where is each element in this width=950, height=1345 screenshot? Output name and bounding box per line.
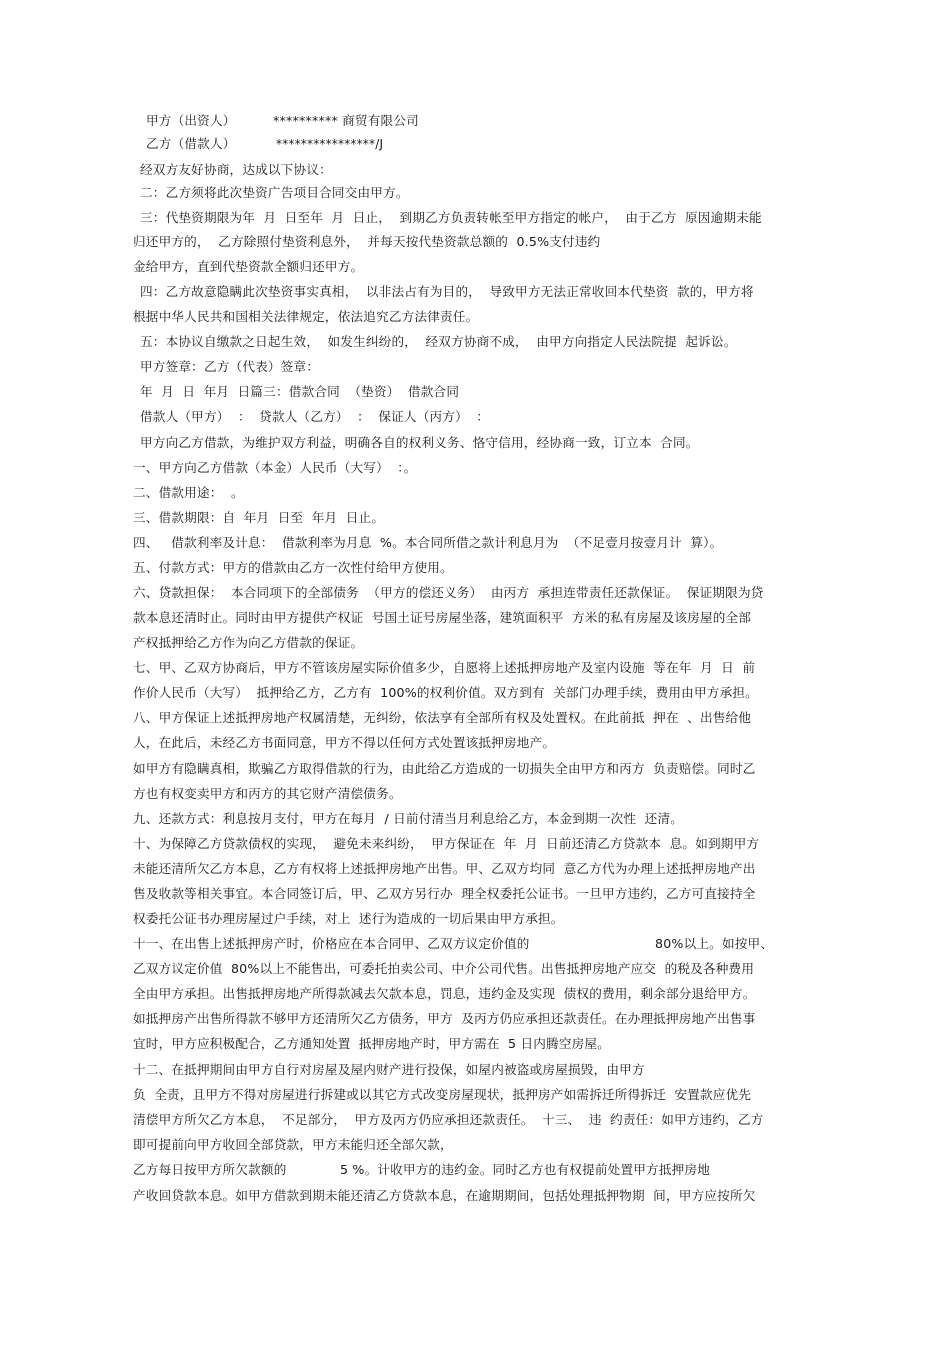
text-line: 产收回贷款本息。如甲方借款到期未能还清乙方贷款本息，在逾期期间，包括处理抵押物期 间，甲方应按所欠 [133, 1188, 756, 1203]
text-line: 80%以上。如按甲、 [655, 936, 774, 951]
text-line: 三、借款期限：自 年月 日至 年月 日止。 [133, 510, 385, 525]
text-line: 权委托公证书办理房屋过户手续，对上 述行为造成的一切后果由甲方承担。 [133, 911, 564, 926]
text-line: 甲方向乙方借款，为维护双方利益，明确各自的权利义务、恪守信用，经协商一致，订立本 合同。 [140, 435, 699, 450]
text-line: 如甲方有隐瞒真相，欺骗乙方取得借款的行为，由此给乙方造成的一切损失全由甲方和丙方 负责赔偿。同时乙 [133, 761, 756, 776]
text-line: 十一、在出售上述抵押房产时，价格应在本合同甲、乙双方议定价值的 [133, 936, 530, 951]
text-line: 产权抵押给乙方作为向乙方借款的保证。 [133, 635, 364, 650]
text-line: 三：代垫资期限为年 月 日至年 月 日止， 到期乙方负责转帐至甲方指定的帐户， 由于乙方 原因逾期未能 [140, 210, 762, 225]
text-line: 款本息还清时止。同时由甲方提供产权证 号国土证号房屋坐落，建筑面积平 方米的私有房屋及该房屋的全部 [133, 610, 752, 625]
text-line: 即可提前向甲方收回全部贷款，甲方未能归还全部欠款， [133, 1137, 453, 1152]
text-line: 5 %。计收甲方的违约金。同时乙方也有权提前处置甲方抵押房地 [340, 1162, 711, 1177]
text-line: 乙方每日按甲方所欠款额的 [133, 1162, 287, 1177]
text-line: 金给甲方，直到代垫资款全额归还甲方。 [133, 259, 364, 274]
text-line: 根据中华人民共和国相关法律规定，依法追究乙方法律责任。 [133, 309, 479, 324]
text-line: 方也有权变卖甲方和丙方的其它财产清偿债务。 [133, 786, 402, 801]
text-line: 借款人（甲方） ： 贷款人（乙方） ： 保证人（丙方） ： [140, 409, 490, 424]
text-line: 十二、在抵押期间由甲方自行对房屋及屋内财产进行投保，如屋内被盗或房屋损毁，由甲方 [133, 1062, 645, 1077]
text-line: 如抵押房产出售所得款不够甲方还清所欠乙方债务，甲方 及丙方仍应承担还款责任。在办理抵押房地产出售事 [133, 1011, 756, 1026]
text-line: 四：乙方故意隐瞒此次垫资事实真相， 以非法占有为目的， 导致甲方无法正常收回本代垫资 款的，甲方将 [140, 284, 754, 299]
text-line: 售及收款等相关事宜。本合同签订后，甲、乙双方另行办 理全权委托公证书。一旦甲方违约，乙方可直接持全 [133, 886, 756, 901]
text-line: 四、 借款利率及计息： 借款利率为月息 %。本合同所借之款计利息月为 （不足壹月按壹月计 算）。 [133, 535, 723, 550]
text-line: 全由甲方承担。出售抵押房地产所得款减去欠款本息，罚息，违约金及实现 债权的费用，剩余部分退给甲方。 [133, 986, 756, 1001]
text-line: 归还甲方的， 乙方除照付垫资利息外， 并每天按代垫资款总额的 0.5%支付违约 [133, 234, 601, 249]
text-line: 一、甲方向乙方借款（本金）人民币（大写） ：。 [133, 460, 417, 475]
text-line: 负 全责，且甲方不得对房屋进行拆建或以其它方式改变房屋现状，抵押房产如需拆迁所得拆迁 安置款应优先 [133, 1087, 752, 1102]
text-line: 八、甲方保证上述抵押房地产权属清楚，无纠纷，依法享有全部所有权及处置权。在此前抵 押在 、出售给他 [133, 710, 752, 725]
text-line: 五、付款方式：甲方的借款由乙方一次性付给甲方使用。 [133, 560, 453, 575]
text-line: 二、借款用途： 。 [133, 485, 244, 500]
party-b-name: ****************/J [276, 137, 384, 151]
party-a-label: 甲方（出资人） [146, 113, 236, 128]
text-line: 乙双方议定价值 80%以上不能售出，可委托拍卖公司、中介公司代售。出售抵押房地产应交 的税及各种费用 [133, 961, 755, 976]
text-line: 六、贷款担保： 本合同项下的全部债务 （甲方的偿还义务） 由丙方 承担连带责任还款保证。 保证期限为贷 [133, 585, 764, 600]
text-line: 二：乙方须将此次垫资广告项目合同交由甲方。 [140, 185, 409, 200]
party-a-name: ********** 商贸有限公司 [273, 113, 419, 128]
text-line: 年 月 日 年月 日篇三：借款合同 （垫资） 借款合同 [140, 384, 460, 399]
text-line: 七、甲、乙双方协商后，甲方不管该房屋实际价值多少，自愿将上述抵押房地产及室内设施 等在年 月 日 前 [133, 660, 756, 675]
text-line: 清偿甲方所欠乙方本息， 不足部分， 甲方及丙方仍应承担还款责任。 十三、 违 约责任：如甲方违约，乙方 [133, 1112, 764, 1127]
text-line: 五：本协议自缴款之日起生效， 如发生纠纷的， 经双方协商不成， 由甲方向指定人民法院提 起诉讼。 [140, 334, 737, 349]
party-b-label: 乙方（借款人） [146, 136, 236, 151]
text-line: 宜时，甲方应积极配合，乙方通知处置 抵押房地产时，甲方需在 5 日内腾空房屋。 [133, 1036, 611, 1051]
text-line: 人，在此后，未经乙方书面同意，甲方不得以任何方式处置该抵押房地产。 [133, 735, 556, 750]
text-line: 作价人民币（大写） 抵押给乙方，乙方有 100%的权利价值。双方到有 关部门办理手续，费用由甲方承担。 [133, 685, 758, 700]
text-line: 经双方友好协商，达成以下协议： [140, 162, 332, 177]
text-line: 十、为保障乙方贷款债权的实现， 避免未来纠纷， 甲方保证在 年 月 日前还清乙方贷款本 息。如到期甲方 [133, 836, 760, 851]
text-line: 未能还清所欠乙方本息，乙方有权将上述抵押房地产出售。甲、乙双方均同 意乙方代为办理上述抵押房地产出 [133, 861, 756, 876]
text-line: 九、还款方式：利息按月支付，甲方在每月 / 日前付清当月利息给乙方，本金到期一次性 还清。 [133, 811, 684, 826]
text-line: 甲方签章：乙方（代表）签章： [140, 359, 320, 374]
